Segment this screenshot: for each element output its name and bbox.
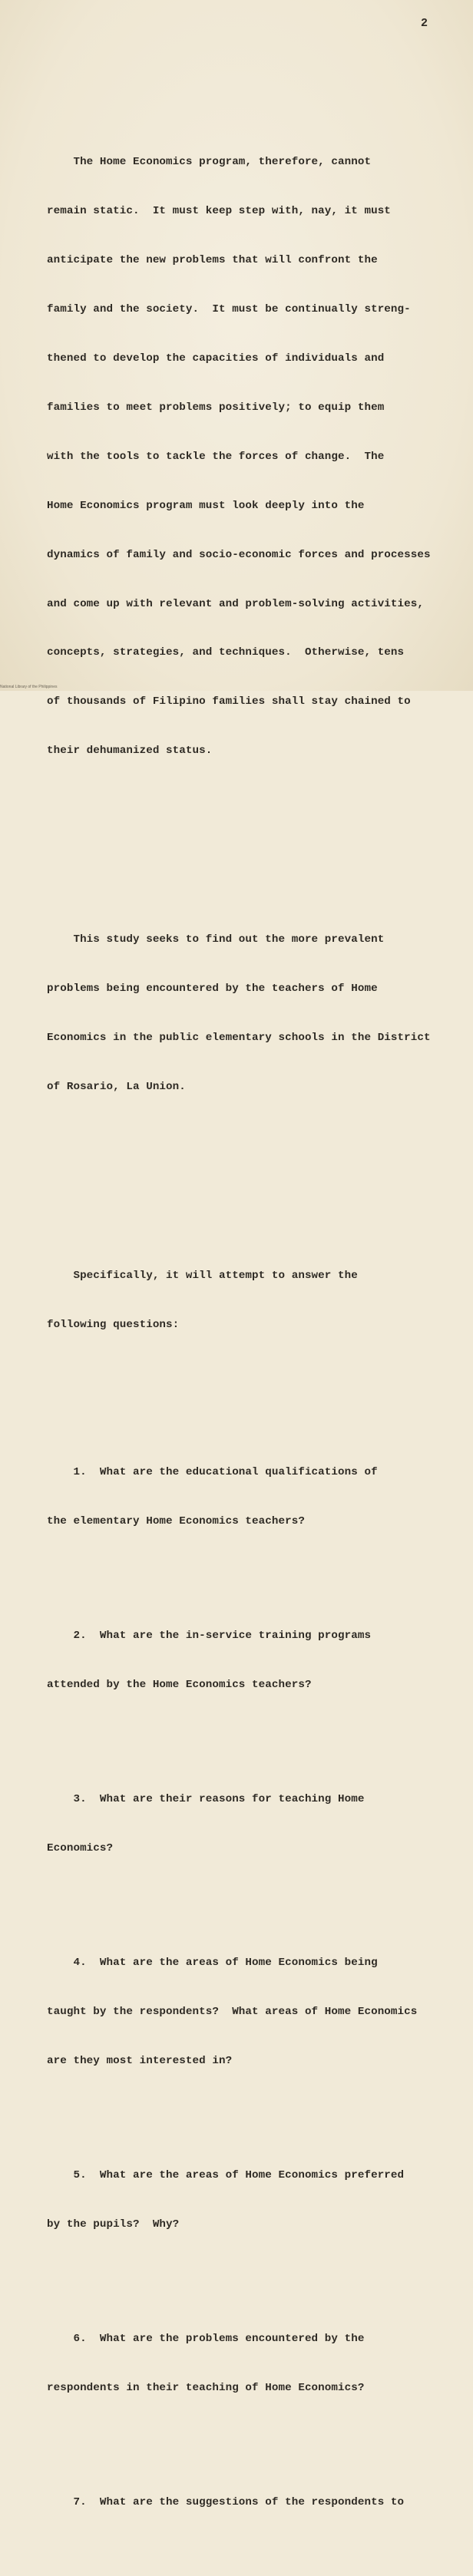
question-7 — [47, 2462, 454, 2543]
text-line: concepts, strategies, and techniques. Otherwise, tens — [47, 646, 405, 659]
text-line: 6. What are the problems encountered by the — [47, 2332, 365, 2345]
text-line: problems being encountered by the teachers of Home — [47, 983, 378, 996]
text-line: families to meet problems positively; to equip them — [47, 401, 385, 414]
paragraph-3 — [47, 1236, 454, 1366]
question-3 — [47, 1759, 454, 1889]
text-line: Home Economics program must look deeply into the — [47, 499, 365, 512]
text-line: with the tools to tackle the forces of change. The — [47, 450, 385, 463]
text-line: attended by the Home Economics teachers? — [47, 1678, 312, 1691]
text-line: taught by the respondents? What areas of Home Economics — [47, 2005, 418, 2018]
text-line: respondents in their teaching of Home Economics? — [47, 2381, 365, 2394]
document-body — [47, 73, 454, 2576]
text-line: of Rosario, La Union. — [47, 1081, 186, 1094]
question-5 — [47, 2135, 454, 2265]
text-line: of thousands of Filipino families shall stay chained to — [47, 695, 411, 708]
text-line: 2. What are the in-service training programs — [47, 1629, 372, 1642]
text-line: This study seeks to find out the more prevalent — [47, 933, 385, 946]
text-line: The Home Economics program, therefore, cannot — [47, 156, 372, 169]
text-line: 3. What are their reasons for teaching Home — [47, 1792, 365, 1805]
text-line: Specifically, it will attempt to answer the — [47, 1270, 358, 1283]
text-line: 4. What are the areas of Home Economics being — [47, 1956, 378, 1969]
text-line: remain static. It must keep step with, nay, it must — [47, 205, 391, 218]
text-line: dynamics of family and socio-economic forces and processes — [47, 548, 431, 561]
question-1 — [47, 1432, 454, 1562]
text-line: by the pupils? Why? — [47, 2218, 180, 2231]
text-line: are they most interested in? — [47, 2054, 233, 2067]
text-line: the elementary Home Economics teachers? — [47, 1514, 305, 1527]
text-line: their dehumanized status. — [47, 745, 213, 758]
footer-watermark: National Library of the Philippines — [0, 685, 58, 689]
text-line: 5. What are the areas of Home Economics preferred — [47, 2168, 405, 2181]
question-6 — [47, 2298, 454, 2429]
text-line: following questions: — [47, 1319, 180, 1332]
paragraph-2 — [47, 900, 454, 1128]
paragraph-1 — [47, 122, 454, 792]
text-line: anticipate the new problems that will confront the — [47, 254, 378, 267]
text-line: Economics? — [47, 1841, 114, 1854]
page-number: 2 — [421, 17, 428, 30]
question-2 — [47, 1595, 454, 1726]
question-4 — [47, 1922, 454, 2102]
text-line: and come up with relevant and problem-solving activities, — [47, 597, 424, 610]
text-line: 7. What are the suggestions of the respondents to — [47, 2495, 405, 2508]
text-line: family and the society. It must be continually streng- — [47, 303, 411, 316]
text-line: 1. What are the educational qualifications of — [47, 1465, 378, 1478]
text-line: Economics in the public elementary schools in the District — [47, 1032, 431, 1045]
text-line: thened to develop the capacities of individuals and — [47, 352, 385, 365]
